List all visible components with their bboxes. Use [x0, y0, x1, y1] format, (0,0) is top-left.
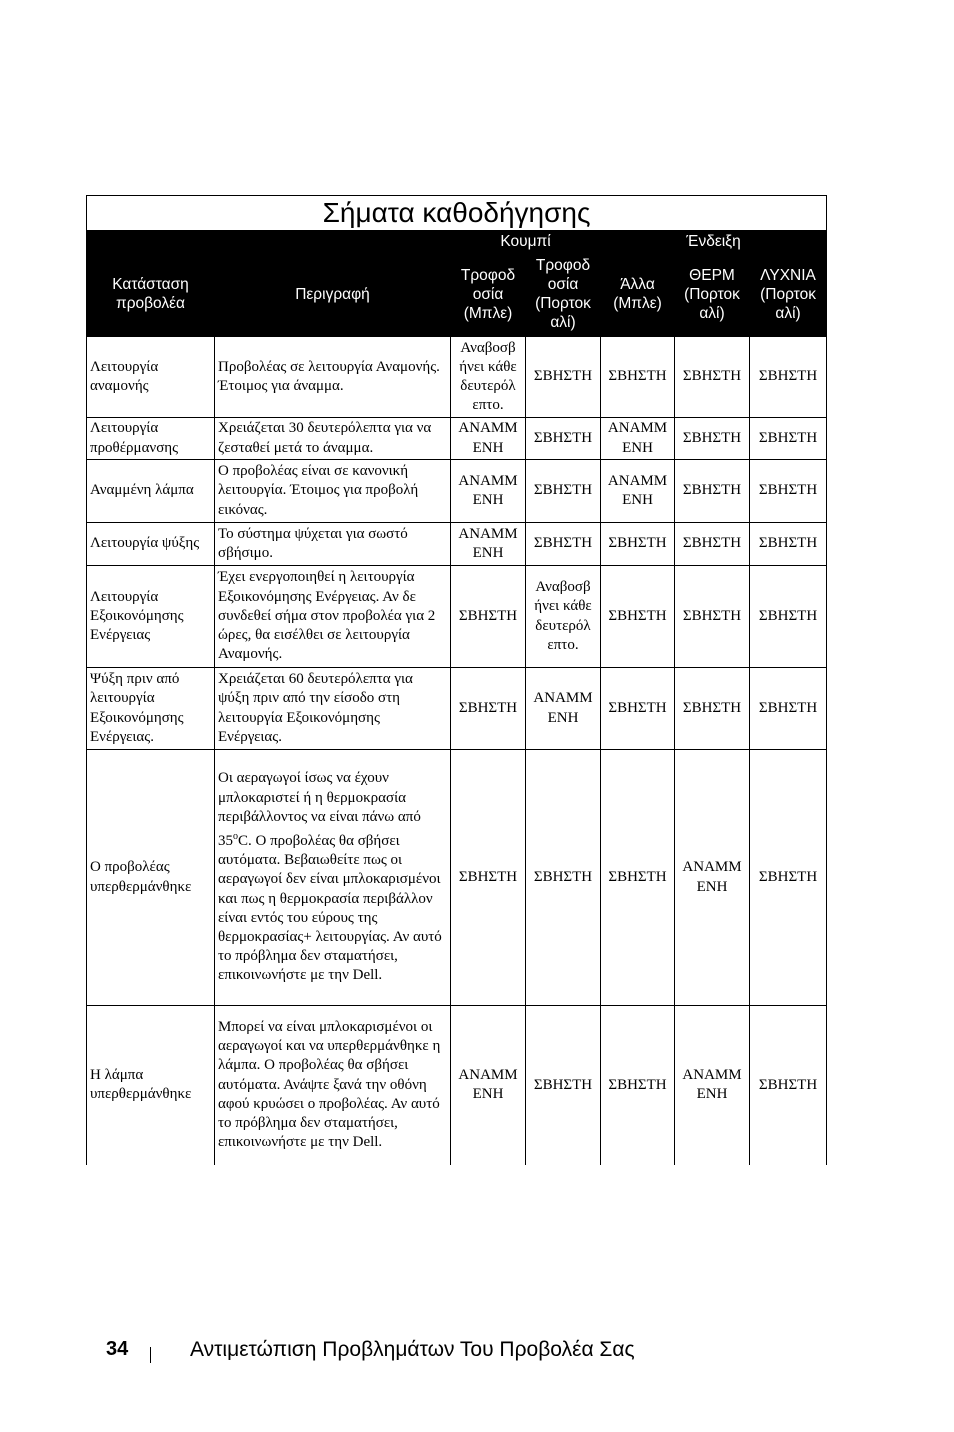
table-row [87, 337, 827, 418]
power-orange-cell: ΣΒΗΣΤΗ [526, 337, 601, 418]
power-blue-cell: ΣΒΗΣΤΗ [451, 668, 526, 750]
lamp-orange-cell: ΣΒΗΣΤΗ [750, 668, 827, 750]
other-blue-cell: ΣΒΗΣΤΗ [601, 523, 675, 566]
power-orange-cell: ΣΒΗΣΤΗ [526, 750, 601, 1006]
temp-orange-cell: ΑΝΑΜΜ ΕΝΗ [675, 1006, 750, 1165]
lamp-orange-cell: ΣΒΗΣΤΗ [750, 750, 827, 1006]
power-orange-cell: Αναβοσβ ήνει κάθε δευτερόλ επτο. [526, 566, 601, 668]
state-cell: Λειτουργία Εξοικονόμησης Ενέργειας [87, 566, 215, 668]
temp-orange-cell: ΣΒΗΣΤΗ [675, 566, 750, 668]
power-blue-cell: ΣΒΗΣΤΗ [451, 566, 526, 668]
description-cell: Το σύστημα ψύχεται για σωστό σβήσιμο. [215, 523, 451, 566]
lamp-orange-cell: ΣΒΗΣΤΗ [750, 523, 827, 566]
power-blue-cell: ΑΝΑΜΜ ΕΝΗ [451, 418, 526, 460]
footer-divider [150, 1347, 151, 1363]
power-blue-cell: ΑΝΑΜΜ ΕΝΗ [451, 1006, 526, 1165]
table-row [87, 668, 827, 750]
table-row [87, 1006, 827, 1165]
temp-orange-cell: ΣΒΗΣΤΗ [675, 460, 750, 523]
description-text-before: Οι αεραγωγοί ίσως να έχουν μπλοκαριστεί ή η θερμοκρασία περιβάλλοντος να είναι πάνω από 35 [218, 770, 421, 849]
state-cell: Λειτουργία ψύξης [87, 523, 215, 566]
header-other-blue: Άλλα (Μπλε) [601, 252, 675, 337]
table-row [87, 566, 827, 668]
other-blue-cell: ΣΒΗΣΤΗ [601, 750, 675, 1006]
state-cell: Λειτουργία προθέρμανσης [87, 418, 215, 460]
power-orange-cell: ΣΒΗΣΤΗ [526, 523, 601, 566]
table-title: Σήματα καθοδήγησης [87, 196, 827, 231]
power-blue-cell: ΑΝΑΜΜ ΕΝΗ [451, 523, 526, 566]
header-power-blue: Τροφοδ οσία (Μπλε) [451, 252, 526, 337]
state-cell: Ψύξη πριν από λειτουργία Εξοικονόμησης Ενέργειας. [87, 668, 215, 750]
power-blue-cell: Αναβοσβ ήνει κάθε δευτερόλ επτο. [451, 337, 526, 418]
header-power-orange: Τροφοδ οσία (Πορτοκ αλί) [526, 252, 601, 337]
description-cell: Χρειάζεται 30 δευτερόλεπτα για να ζεσταθεί μετά το άναμμα. [215, 418, 451, 460]
table-row [87, 750, 827, 1006]
power-blue-cell: ΣΒΗΣΤΗ [451, 750, 526, 1006]
guiding-signals-table [86, 195, 826, 1165]
description-cell [215, 750, 451, 1006]
header-state: Κατάσταση προβολέα [87, 252, 215, 337]
other-blue-cell: ΣΒΗΣΤΗ [601, 668, 675, 750]
description-cell: Ο προβολέας είναι σε κανονική λειτουργία. Έτοιμος για προβολή εικόνας. [215, 460, 451, 523]
lamp-orange-cell: ΣΒΗΣΤΗ [750, 566, 827, 668]
other-blue-cell: ΑΝΑΜΜ ΕΝΗ [601, 418, 675, 460]
other-blue-cell: ΣΒΗΣΤΗ [601, 337, 675, 418]
header-description: Περιγραφή [215, 252, 451, 337]
header-temp-orange: ΘΕΡΜ (Πορτοκ αλί) [675, 252, 750, 337]
lamp-orange-cell: ΣΒΗΣΤΗ [750, 337, 827, 418]
power-orange-cell: ΣΒΗΣΤΗ [526, 418, 601, 460]
lamp-orange-cell: ΣΒΗΣΤΗ [750, 460, 827, 523]
lamp-orange-cell: ΣΒΗΣΤΗ [750, 1006, 827, 1165]
temp-orange-cell: ΣΒΗΣΤΗ [675, 337, 750, 418]
temp-orange-cell: ΣΒΗΣΤΗ [675, 668, 750, 750]
power-orange-cell: ΑΝΑΜΜ ΕΝΗ [526, 668, 601, 750]
page-number: 34 [106, 1338, 129, 1360]
temp-orange-cell: ΣΒΗΣΤΗ [675, 418, 750, 460]
temp-orange-cell: ΣΒΗΣΤΗ [675, 523, 750, 566]
lamp-orange-cell: ΣΒΗΣΤΗ [750, 418, 827, 460]
description-cell: Προβολέας σε λειτουργία Αναμονής. Έτοιμος για άναμμα. [215, 337, 451, 418]
table-row [87, 460, 827, 523]
other-blue-cell: ΑΝΑΜΜ ΕΝΗ [601, 460, 675, 523]
section-title: Αντιμετώπιση Προβλημάτων Του Προβολέα Σας [190, 1338, 635, 1361]
header-lamp-orange: ΛΥΧΝΙΑ (Πορτοκ αλί) [750, 252, 827, 337]
degree-superscript: o [233, 830, 238, 842]
header-blank-description [215, 231, 451, 252]
other-blue-cell: ΣΒΗΣΤΗ [601, 566, 675, 668]
state-cell: Αναμμένη λάμπα [87, 460, 215, 523]
power-orange-cell: ΣΒΗΣΤΗ [526, 460, 601, 523]
description-cell: Χρειάζεται 60 δευτερόλεπτα για ψύξη πριν από την είσοδο στη λειτουργία Εξοικονόμησης Ενέργειας. [215, 668, 451, 750]
table-row [87, 523, 827, 566]
description-cell: Έχει ενεργοποιηθεί η λειτουργία Εξοικονόμησης Ενέργειας. Αν δε συνδεθεί σήμα στον προβολέα για 2 ώρες, θα εισέλθει σε λειτουργία Αναμονής. [215, 566, 451, 668]
other-blue-cell: ΣΒΗΣΤΗ [601, 1006, 675, 1165]
description-cell: Μπορεί να είναι μπλοκαρισμένοι οι αεραγωγοί και να υπερθερμάνθηκε η λάμπα. Ο προβολέας θα σβήσει αυτόματα. Ανάψτε ξανά την οθόνη αφού κρυώσει ο προβολέας. Αν αυτό το πρόβλημα δεν σταματήσει, επικοινωνήστε με την Dell. [215, 1006, 451, 1165]
power-blue-cell: ΑΝΑΜΜ ΕΝΗ [451, 460, 526, 523]
header-blank-state [87, 231, 215, 252]
header-group-button: Κουμπί [451, 231, 601, 252]
state-cell: Ο προβολέας υπερθερμάνθηκε [87, 750, 215, 1006]
description-text-after: C. Ο προβολέας θα σβήσει αυτόματα. Βεβαιωθείτε πως οι αεραγωγοί δεν είναι μπλοκαρισμένοι και πως η θερμοκρασία περιβάλλον είναι εντός του εύρους της θερμοκρασίας+ λειτουργίας. Αν αυτό το πρόβλημα δεν σταματήσει, επικοινωνήστε με την Dell. [218, 832, 442, 984]
temp-orange-cell: ΑΝΑΜΜ ΕΝΗ [675, 750, 750, 1006]
state-cell: Λειτουργία αναμονής [87, 337, 215, 418]
table-row [87, 418, 827, 460]
header-group-indicator: Ένδειξη [601, 231, 827, 252]
power-orange-cell: ΣΒΗΣΤΗ [526, 1006, 601, 1165]
state-cell: Η λάμπα υπερθερμάνθηκε [87, 1006, 215, 1165]
